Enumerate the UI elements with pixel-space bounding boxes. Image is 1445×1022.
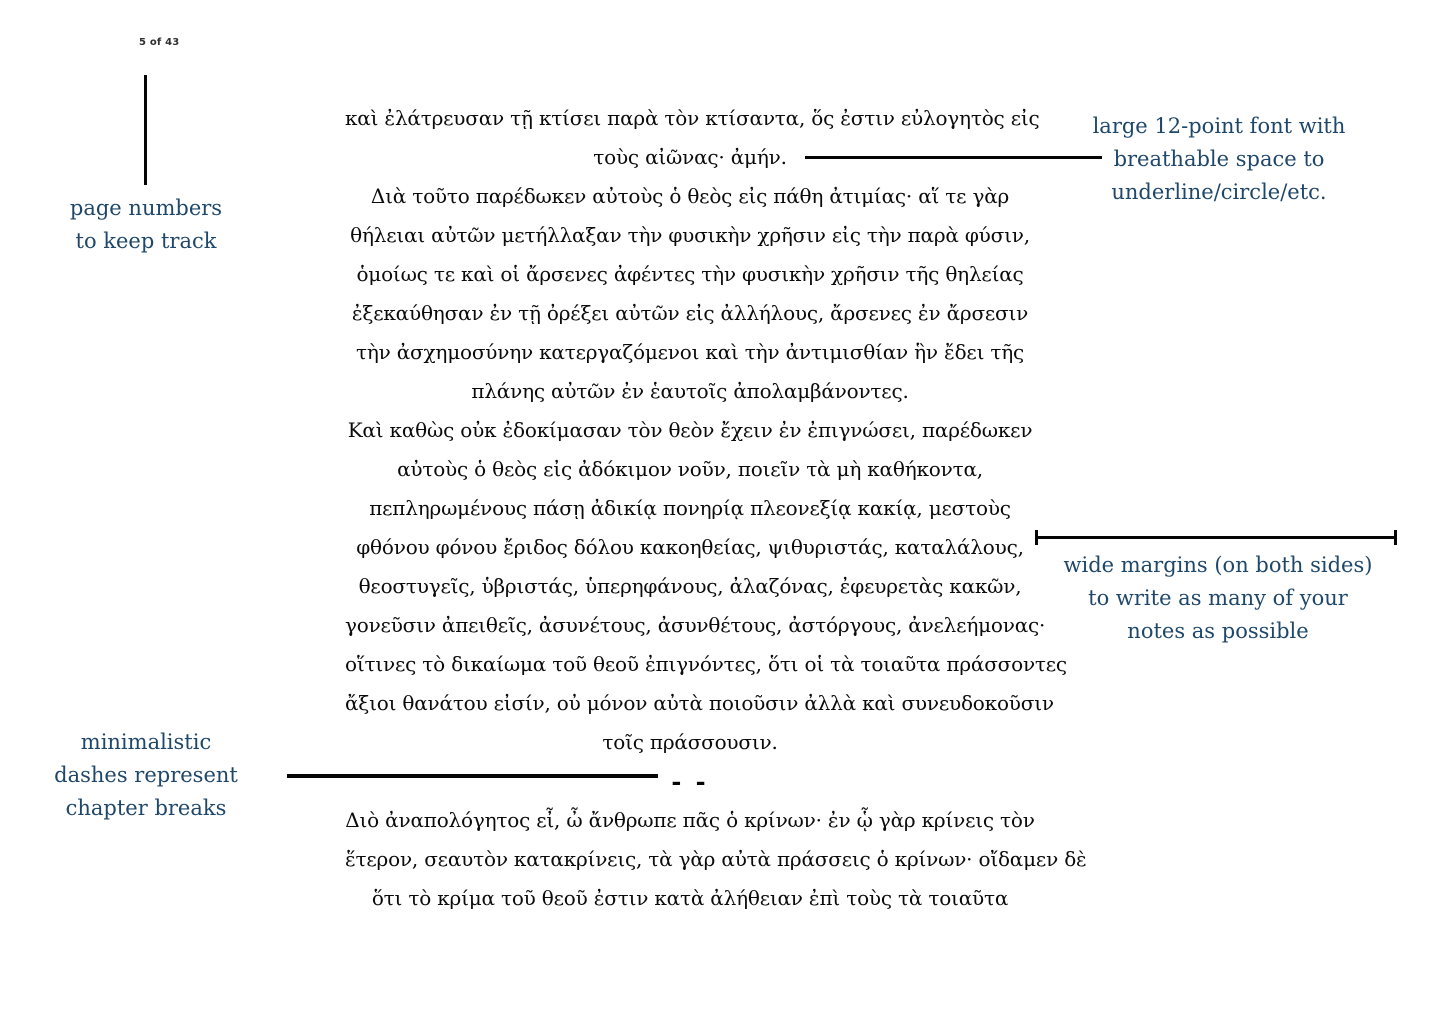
text-line: τοῖς πράσσουσιν. xyxy=(602,730,778,754)
greek-paragraph-1 xyxy=(345,99,1040,177)
text-line: ὁμοίως τε καὶ οἱ ἄρσενες ἀφέντες τὴν φυσικὴν χρῆσιν τῆς θηλείας xyxy=(356,262,1024,286)
text-line: πεπληρωμένους πάσῃ ἀδικίᾳ πονηρίᾳ πλεονεξίᾳ κακίᾳ, μεστοὺς xyxy=(369,496,1011,520)
greek-paragraph-2 xyxy=(345,177,1035,411)
annotation-large-font xyxy=(1063,110,1375,209)
text-line: chapter breaks xyxy=(65,796,227,820)
text-line: Καὶ καθὼς οὐκ ἐδοκίμασαν τὸν θεὸν ἔχειν ἐν ἐπιγνώσει, παρέδωκεν xyxy=(347,418,1033,442)
text-line: πλάνης αὐτῶν ἐν ἑαυτοῖς ἀπολαμβάνοντες. xyxy=(471,379,909,403)
text-line: wide margins (on both sides) xyxy=(1063,553,1373,577)
text-line: τὴν ἀσχημοσύνην κατεργαζόμενοι καὶ τὴν ἀντιμισθίαν ἣν ἔδει τῆς xyxy=(355,340,1025,364)
page-number-indicator: 5 of 43 xyxy=(139,37,180,48)
text-line: γονεῦσιν ἀπειθεῖς, ἀσυνέτους, ἀσυνθέτους, ἀστόργους, ἀνελεήμονας· xyxy=(345,613,1046,637)
greek-paragraph-3 xyxy=(345,411,1067,762)
text-line: Διὸ ἀναπολόγητος εἶ, ὦ ἄνθρωπε πᾶς ὁ κρίνων· ἐν ᾧ γὰρ κρίνεις τὸν xyxy=(345,808,1035,832)
text-line: ἐξεκαύθησαν ἐν τῇ ὀρέξει αὐτῶν εἰς ἀλλήλους, ἄρσενες ἐν ἄρσεσιν xyxy=(351,301,1029,325)
line-bar xyxy=(1035,536,1397,539)
callout-line-large-font xyxy=(805,156,1102,159)
text-line: οἵτινες τὸ δικαίωμα τοῦ θεοῦ ἐπιγνόντες, ὅτι οἱ τὰ τοιαῦτα πράσσοντες xyxy=(345,652,1067,676)
text-line: θήλειαι αὐτῶν μετήλλαξαν τὴν φυσικὴν χρῆσιν εἰς τὴν παρὰ φύσιν, xyxy=(350,223,1030,247)
text-line: underline/circle/etc. xyxy=(1111,180,1327,204)
text-line: breathable space to xyxy=(1113,147,1325,171)
annotation-chapter-breaks xyxy=(6,726,286,825)
text-line: ἄξιοι θανάτου εἰσίν, οὐ μόνον αὐτὰ ποιοῦσιν ἀλλὰ καὶ συνευδοκοῦσιν xyxy=(345,691,1054,715)
text-line: αὐτοὺς ὁ θεὸς εἰς ἀδόκιμον νοῦν, ποιεῖν τὰ μὴ καθήκοντα, xyxy=(397,457,983,481)
callout-line-chapter-breaks xyxy=(287,774,658,778)
greek-text-column xyxy=(345,99,1087,918)
text-line: minimalistic xyxy=(80,730,212,754)
text-line: large 12-point font with xyxy=(1092,114,1346,138)
text-line: page numbers xyxy=(69,196,223,220)
text-line: τοὺς αἰῶνας· ἀμήν. xyxy=(593,145,787,169)
margin-width-indicator-line xyxy=(1035,530,1397,545)
text-line: to write as many of your xyxy=(1088,586,1348,610)
text-line: notes as possible xyxy=(1127,619,1309,643)
greek-paragraph-4 xyxy=(345,801,1087,918)
text-line: to keep track xyxy=(75,229,217,253)
text-line: καὶ ἐλάτρευσαν τῇ κτίσει παρὰ τὸν κτίσαντα, ὅς ἐστιν εὐλογητὸς εἰς xyxy=(345,106,1040,130)
line-end-cap-right xyxy=(1394,530,1397,545)
text-line: φθόνου φόνου ἔριδος δόλου κακοηθείας, ψιθυριστάς, καταλάλους, xyxy=(356,535,1024,559)
text-line: ὅτι τὸ κρίμα τοῦ θεοῦ ἐστιν κατὰ ἀλήθειαν ἐπὶ τοὺς τὰ τοιαῦτα xyxy=(371,886,1009,910)
text-line: dashes represent xyxy=(54,763,238,787)
annotation-page-numbers xyxy=(6,192,286,258)
text-line: Διὰ τοῦτο παρέδωκεν αὐτοὺς ὁ θεὸς εἰς πάθη ἀτιμίας· αἵ τε γὰρ xyxy=(370,184,1010,208)
text-line: ἕτερον, σεαυτὸν κατακρίνεις, τὰ γὰρ αὐτὰ πράσσεις ὁ κρίνων· οἴδαμεν δὲ xyxy=(345,847,1087,871)
chapter-break-dashes: - - xyxy=(671,767,709,796)
callout-line-page-numbers xyxy=(144,75,147,185)
text-line: θεοστυγεῖς, ὑβριστάς, ὑπερηφάνους, ἀλαζόνας, ἐφευρετὰς κακῶν, xyxy=(358,574,1022,598)
annotation-wide-margins xyxy=(1038,549,1398,648)
